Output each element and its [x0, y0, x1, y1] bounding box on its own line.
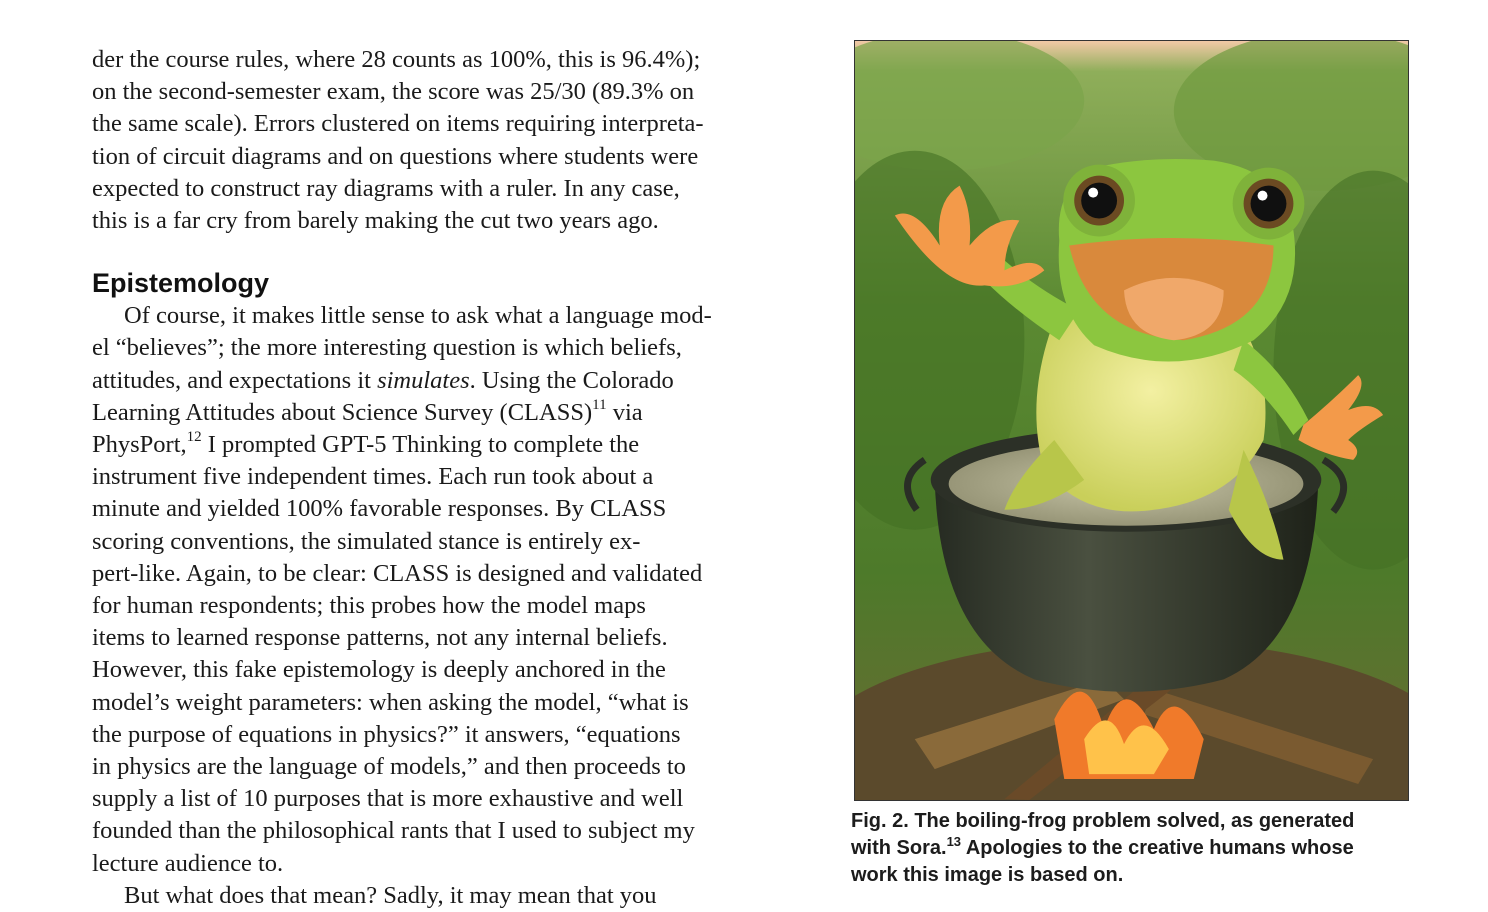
- text-line: this is a far cry from barely making the cut two years ago.: [92, 207, 659, 235]
- emphasis: simulates: [377, 366, 470, 394]
- text-line: [92, 429, 760, 461]
- text-line: [92, 397, 760, 429]
- text-line: supply a list of 10 purposes that is more exhaustive and well: [92, 785, 684, 813]
- text-span: . Using the Colorado: [469, 366, 674, 394]
- text-span: I prompted GPT-5 Thinking to complete the: [201, 431, 640, 459]
- text-line: in physics are the language of models,” and then proceeds to: [92, 753, 686, 781]
- text-line: the same scale). Errors clustered on items requiring interpreta-: [92, 110, 704, 138]
- text-line: el “believes”; the more interesting question is which beliefs,: [92, 334, 682, 362]
- text-line: items to learned response patterns, not any internal beliefs.: [92, 624, 668, 652]
- text-line: tion of circuit diagrams and on questions where students were: [92, 142, 699, 170]
- text-line: lecture audience to.: [92, 849, 284, 877]
- text-line: However, this fake epistemology is deeply anchored in the: [92, 656, 666, 684]
- figure-caption: [851, 808, 1411, 889]
- text-line: Of course, it makes little sense to ask what a language mod-: [124, 302, 712, 330]
- text-line: scoring conventions, the simulated stance is entirely ex-: [92, 527, 641, 555]
- text-line: minute and yielded 100% favorable responses. By CLASS: [92, 495, 667, 523]
- epistemology-paragraph: [92, 300, 760, 880]
- text-line: expected to construct ray diagrams with a ruler. In any case,: [92, 174, 680, 202]
- text-line: But what does that mean? Sadly, it may mean that you: [124, 881, 657, 909]
- section-heading: Epistemology: [92, 268, 270, 299]
- text-span: Learning Attitudes about Science Survey (CLASS): [92, 398, 593, 426]
- caption-text: with Sora.: [851, 837, 947, 859]
- text-line: instrument five independent times. Each run took about a: [92, 463, 654, 491]
- caption-text: Apologies to the creative humans whose: [961, 837, 1354, 859]
- text-line: model’s weight parameters: when asking the model, “what is: [92, 688, 689, 716]
- text-span: via: [606, 398, 643, 426]
- reference-12[interactable]: 12: [186, 429, 202, 446]
- text-span: attitudes, and expectations it: [92, 366, 378, 394]
- text-column: [92, 44, 760, 912]
- boiling-frog-illustration: [855, 41, 1408, 800]
- reference-13[interactable]: 13: [946, 834, 962, 849]
- text-line: the purpose of equations in physics?” it answers, “equations: [92, 720, 681, 748]
- reference-11[interactable]: 11: [592, 396, 607, 413]
- next-paragraph: [92, 880, 760, 912]
- text-line: for human respondents; this probes how the model maps: [92, 592, 646, 620]
- text-line: [92, 365, 760, 397]
- text-line: founded than the philosophical rants that I used to subject my: [92, 817, 695, 845]
- text-line: pert-like. Again, to be clear: CLASS is designed and validated: [92, 559, 703, 587]
- text-span: PhysPort,: [92, 431, 187, 459]
- text-line: on the second-semester exam, the score was 25/30 (89.3% on: [92, 78, 695, 106]
- figure-2-image: [854, 40, 1409, 801]
- caption-text: Fig. 2. The boiling-frog problem solved, as generated: [851, 810, 1355, 832]
- text-line: der the course rules, where 28 counts as 100%, this is 96.4%);: [92, 46, 701, 73]
- caption-text: work this image is based on.: [851, 864, 1124, 886]
- continued-paragraph: [92, 44, 760, 237]
